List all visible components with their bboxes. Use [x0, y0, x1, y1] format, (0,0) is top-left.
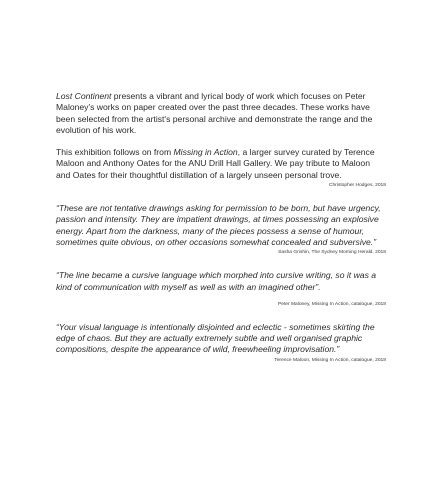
quote-maloney: “The line became a cursive language which morphed into cursive writing, so it was a kind of communication with myself as well as with an imagined other”.	[56, 270, 377, 292]
intro-paragraph-2-pre: This exhibition follows on from	[56, 147, 174, 158]
intro-paragraph-2	[56, 147, 386, 181]
document-page	[56, 91, 386, 364]
intro-paragraph-2-post: , a larger survey curated by Terence Maloon and Anthony Oates for the ANU Drill Hall Gallery. We pay tribute to Maloon and Oates for their thoughtful distillation of a largely unseen personal trove.	[56, 147, 375, 180]
exhibition-title: Lost Continent	[56, 91, 112, 101]
quote-grishin: “These are not tentative drawings asking for permission to be born, but have urgency, passion and intensity. They are impatient drawings, at times possessing an explosive energy. Apart from the darkness, many of the pieces possess a sense of humour, sometimes quite obvious, on other occasions somewhat concealed and subversive.”	[56, 203, 381, 247]
quote-maloon: “Your visual language is intentionally disjointed and eclectic - sometimes skirting the edge of chaos. But they are actually extremely subtle and well organised graphic compositions, despite the appearance of wild, freewheeling improvisation.”	[56, 321, 375, 355]
intro-attribution: Christopher Hodges, 2018	[328, 183, 386, 189]
quote-maloney-attribution: Peter Maloney, Missing In Action, catalogue, 2018	[277, 301, 386, 307]
intro-paragraph-1	[56, 91, 386, 136]
quote-maloon-attribution: Terence Maloon, Missing In Action, catalogue, 2018	[274, 357, 386, 363]
intro-paragraph-1-text: presents a vibrant and lyrical body of work which focuses on Peter Maloney's works on paper created over the past three decades. These works have been selected from the artist's personal archive and demonstrate the range and the evolution of his work.	[56, 91, 373, 135]
quote-grishin-attribution: Sasha Grishin, The Sydney Morning Herald, 2018	[278, 250, 386, 256]
survey-title: Missing in Action	[173, 147, 238, 158]
